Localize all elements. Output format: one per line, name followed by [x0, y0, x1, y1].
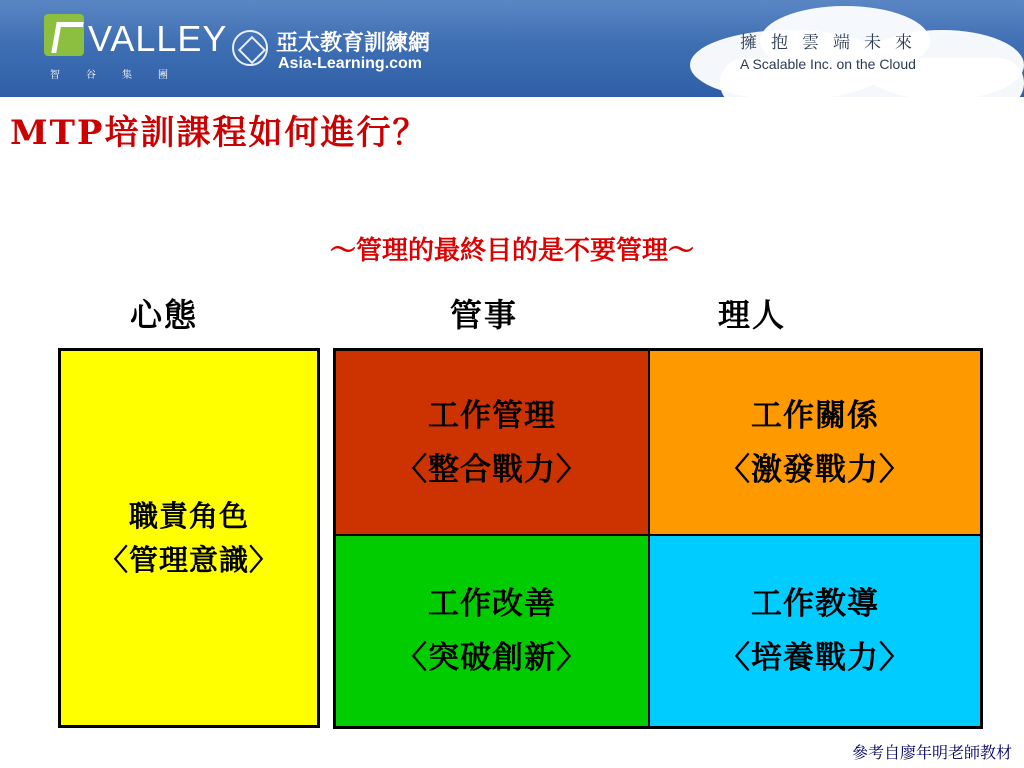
box-line-2: 〈管理意識〉	[98, 543, 279, 577]
cell-line-2: 〈突破創新〉	[396, 640, 588, 676]
cell-line-1: 工作教導	[751, 586, 879, 622]
column-label-manage-people: 理人	[718, 296, 787, 334]
cell-line-2: 〈激發戰力〉	[719, 451, 911, 488]
slogan-english: A Scalable Inc. on the Cloud	[740, 56, 916, 72]
box-line-1: 職責角色	[128, 499, 249, 533]
logo-subtext: 智谷集團	[50, 70, 194, 81]
asia-learning-icon	[232, 30, 268, 66]
evalley-logo	[44, 14, 228, 84]
source-note: 參考自廖年明老師教材	[851, 743, 1012, 762]
cell-line-1: 工作關係	[751, 397, 879, 434]
asia-learning-url: Asia-Learning.com	[278, 55, 423, 72]
logo-k-icon	[44, 14, 84, 56]
slogan-chinese: 擁抱雲端未來	[740, 33, 926, 53]
header-banner	[0, 0, 1024, 97]
management-matrix	[333, 348, 983, 729]
matrix-cell-work-coaching	[650, 536, 980, 726]
cell-line-2: 〈整合戰力〉	[396, 451, 588, 488]
cell-line-1: 工作改善	[428, 586, 556, 622]
slide-title: MTP培訓課程如何進行？	[10, 113, 429, 153]
column-label-manage-tasks: 管事	[450, 296, 519, 334]
cell-line-2: 〈培養戰力〉	[719, 640, 911, 676]
matrix-cell-work-relations	[650, 351, 980, 536]
column-label-mindset: 心態	[130, 296, 199, 334]
role-responsibility-box	[58, 348, 320, 728]
cell-line-1: 工作管理	[428, 397, 556, 434]
logo-text: VALLEY	[88, 18, 228, 59]
asia-learning-chinese-name: 亞太教育訓練網	[276, 31, 431, 56]
slide-subtitle: ～管理的最終目的是不要管理～	[329, 236, 694, 266]
matrix-cell-work-improvement	[336, 536, 650, 726]
matrix-cell-work-management	[336, 351, 650, 536]
